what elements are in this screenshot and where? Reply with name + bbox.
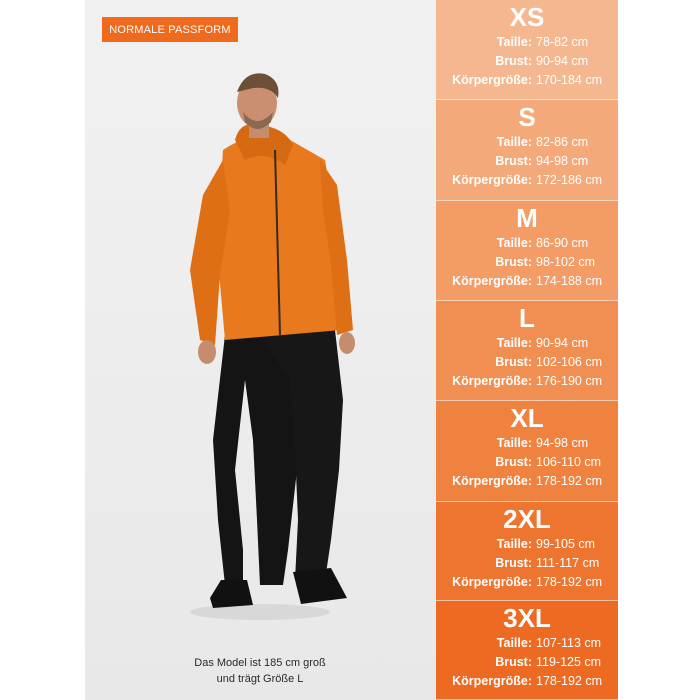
waist-row-value: 82-86 cm — [536, 135, 589, 149]
height-row — [436, 472, 618, 490]
chest-row-key: Brust: — [495, 255, 532, 269]
size-label: L — [519, 303, 535, 333]
chest-row — [436, 52, 618, 70]
chest-row — [436, 554, 618, 572]
caption-line-2: und trägt Größe L — [216, 673, 304, 685]
height-row — [436, 372, 618, 390]
waist-row-value: 90-94 cm — [536, 336, 589, 350]
chest-row-value: 111-117 cm — [536, 556, 600, 570]
size-label: 3XL — [503, 603, 551, 633]
height-row-key: Körpergröße: — [452, 173, 532, 187]
height-row-value: 178-192 cm — [536, 674, 603, 688]
height-row-value: 172-186 cm — [536, 173, 603, 187]
chest-row — [436, 152, 618, 170]
chest-row-value: 106-110 cm — [536, 455, 602, 469]
chest-row-key: Brust: — [495, 54, 532, 68]
height-row-value: 176-190 cm — [536, 374, 603, 388]
waist-row-key: Taille: — [496, 336, 532, 350]
height-row-key: Körpergröße: — [452, 575, 532, 589]
chest-row-key: Brust: — [495, 556, 532, 570]
height-row-value: 170-184 cm — [536, 73, 603, 87]
height-row — [436, 71, 618, 89]
waist-row-key: Taille: — [496, 537, 532, 551]
size-chart — [436, 0, 618, 700]
waist-row-key: Taille: — [496, 35, 532, 49]
height-row-value: 178-192 cm — [536, 575, 603, 589]
chest-row-value: 94-98 cm — [536, 154, 589, 168]
size-block-3xl — [436, 601, 618, 700]
waist-row-value: 86-90 cm — [536, 236, 589, 250]
height-row-value: 178-192 cm — [536, 474, 603, 488]
chest-row-value: 102-106 cm — [536, 355, 603, 369]
model-figure — [85, 0, 436, 700]
chest-row-key: Brust: — [495, 154, 532, 168]
height-row-key: Körpergröße: — [452, 73, 532, 87]
chest-row — [436, 253, 618, 271]
waist-row — [436, 535, 618, 553]
model-photo — [85, 0, 436, 700]
size-label: XL — [510, 403, 544, 433]
waist-row-value: 107-113 cm — [536, 636, 602, 650]
height-row — [436, 272, 618, 290]
size-label: XS — [509, 2, 545, 32]
size-block-xl — [436, 401, 618, 502]
caption-line-1: Das Model ist 185 cm groß — [194, 657, 326, 669]
waist-row-value: 78-82 cm — [536, 35, 589, 49]
size-block-2xl — [436, 502, 618, 601]
size-label: M — [516, 203, 538, 233]
chest-row-key: Brust: — [495, 455, 532, 469]
waist-row-key: Taille: — [496, 236, 532, 250]
waist-row-key: Taille: — [496, 135, 532, 149]
chest-row-key: Brust: — [495, 355, 532, 369]
chest-row-value: 119-125 cm — [536, 655, 602, 669]
waist-row — [436, 133, 618, 151]
height-row-key: Körpergröße: — [452, 474, 532, 488]
waist-row — [436, 234, 618, 252]
size-block-s — [436, 100, 618, 201]
height-row-key: Körpergröße: — [452, 274, 532, 288]
model-caption — [170, 655, 350, 687]
height-row-value: 174-188 cm — [536, 274, 603, 288]
waist-row — [436, 634, 618, 652]
chest-row — [436, 453, 618, 471]
height-row — [436, 171, 618, 189]
height-row-key: Körpergröße: — [452, 674, 532, 688]
size-block-xs — [436, 0, 618, 100]
height-row-key: Körpergröße: — [452, 374, 532, 388]
waist-row-key: Taille: — [496, 436, 532, 450]
chest-row-value: 90-94 cm — [536, 54, 589, 68]
waist-row-value: 99-105 cm — [536, 537, 596, 551]
waist-row — [436, 434, 618, 452]
chest-row — [436, 353, 618, 371]
size-label: S — [518, 102, 536, 132]
waist-row-key: Taille: — [496, 636, 532, 650]
fit-badge: NORMALE PASSFORM — [102, 17, 238, 42]
height-row — [436, 672, 618, 690]
height-row — [436, 573, 618, 591]
waist-row — [436, 33, 618, 51]
chest-row-key: Brust: — [495, 655, 532, 669]
size-block-m — [436, 201, 618, 301]
waist-row-value: 94-98 cm — [536, 436, 589, 450]
waist-row — [436, 334, 618, 352]
chest-row-value: 98-102 cm — [536, 255, 596, 269]
size-block-l — [436, 301, 618, 401]
chest-row — [436, 653, 618, 671]
size-label: 2XL — [503, 504, 551, 534]
